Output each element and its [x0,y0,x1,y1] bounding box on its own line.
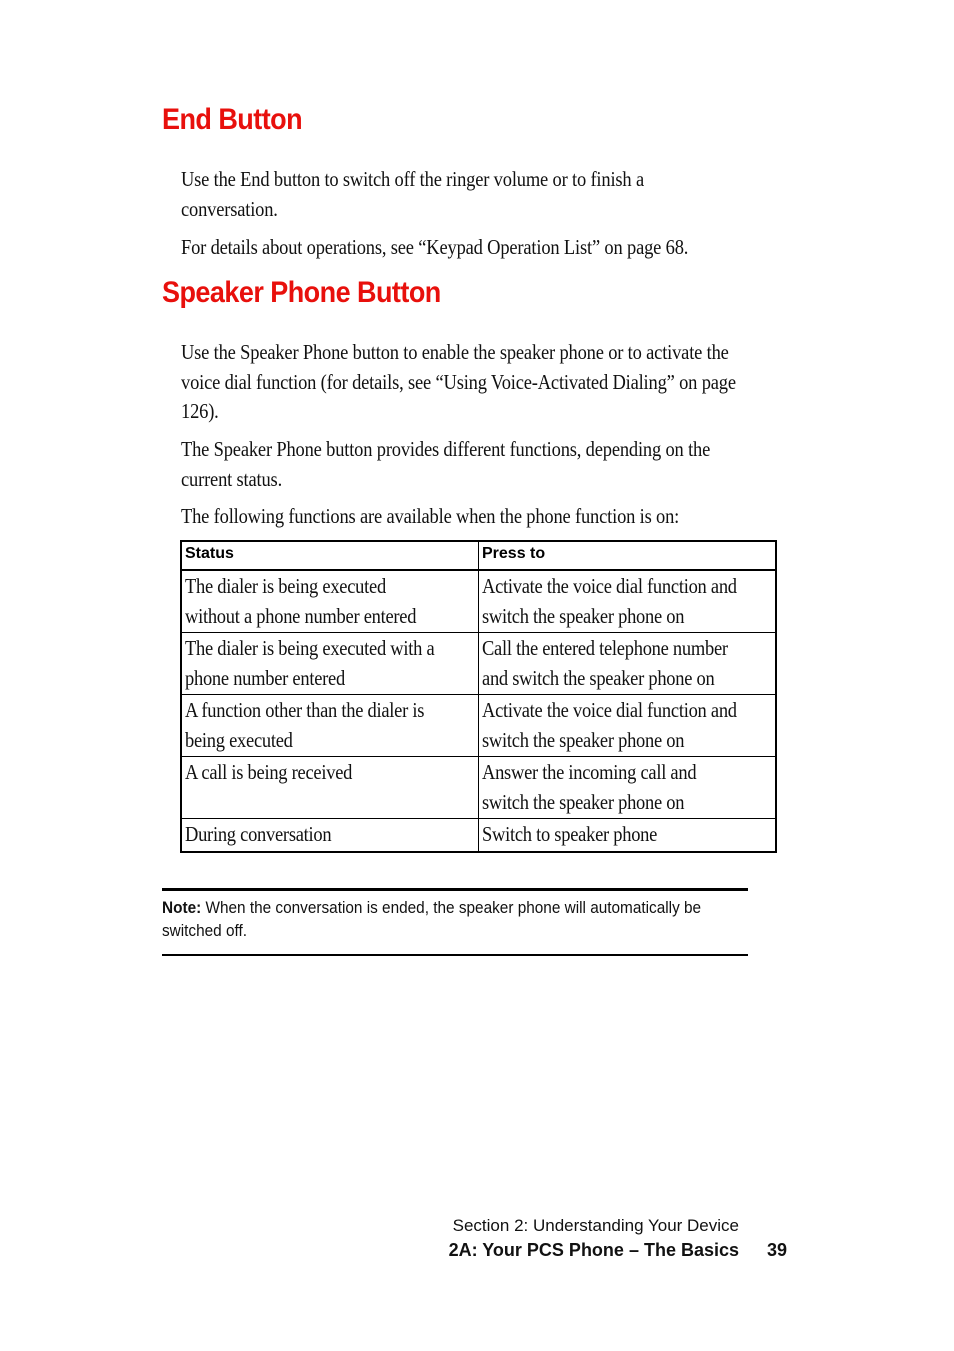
note-text: When the conversation is ended, the speaker phone will automatically be switched off. [162,899,702,940]
note-label: Note: [162,899,202,917]
table-row [181,819,776,853]
functions-table [180,540,777,853]
table-row [181,633,776,695]
table-row [181,757,776,819]
footer-section-title: Section 2: Understanding Your Device [452,1216,739,1235]
page-number: 39 [767,1240,788,1260]
column-header-status: Status [181,541,479,570]
status-cell: The dialer is being executed without a phone number entered [181,570,479,633]
table-row [181,695,776,757]
section-heading-end-button: End Button [162,103,303,136]
column-header-press-to: Press to [479,541,777,570]
press-to-cell: Call the entered telephone number and switch the speaker phone on [479,633,777,695]
press-to-cell: Activate the voice dial function and switch the speaker phone on [479,695,777,757]
footer-chapter-title: 2A: Your PCS Phone – The Basics [448,1240,739,1260]
status-cell: A function other than the dialer is being executed [181,695,479,757]
status-cell: During conversation [181,819,479,853]
table-header-row [181,541,776,570]
note-bottom-rule [162,954,748,956]
press-to-cell: Switch to speaker phone [479,819,777,853]
paragraph-speaker-table-intro: The following functions are available when the phone function is on: [181,504,680,528]
paragraph-end-reference: For details about operations, see “Keypad Operation List” on page 68. [181,235,689,259]
note-top-rule [162,888,748,891]
table-row [181,570,776,633]
section-heading-speaker-phone-button: Speaker Phone Button [162,276,441,309]
press-to-cell: Activate the voice dial function and switch the speaker phone on [479,570,777,633]
press-to-cell: Answer the incoming call and switch the speaker phone on [479,757,777,819]
paragraph-speaker-description: Use the Speaker Phone button to enable the speaker phone or to activate the voice dial function (for details, see “Using Voice-Activated Dialing” on page 126). [181,340,736,423]
paragraph-speaker-functions: The Speaker Phone button provides different functions, depending on the current status. [181,437,711,491]
status-cell: The dialer is being executed with a phone number entered [181,633,479,695]
paragraph-end-description: Use the End button to switch off the ringer volume or to finish a conversation. [181,167,644,221]
status-cell: A call is being received [181,757,479,819]
note-box [162,897,720,943]
